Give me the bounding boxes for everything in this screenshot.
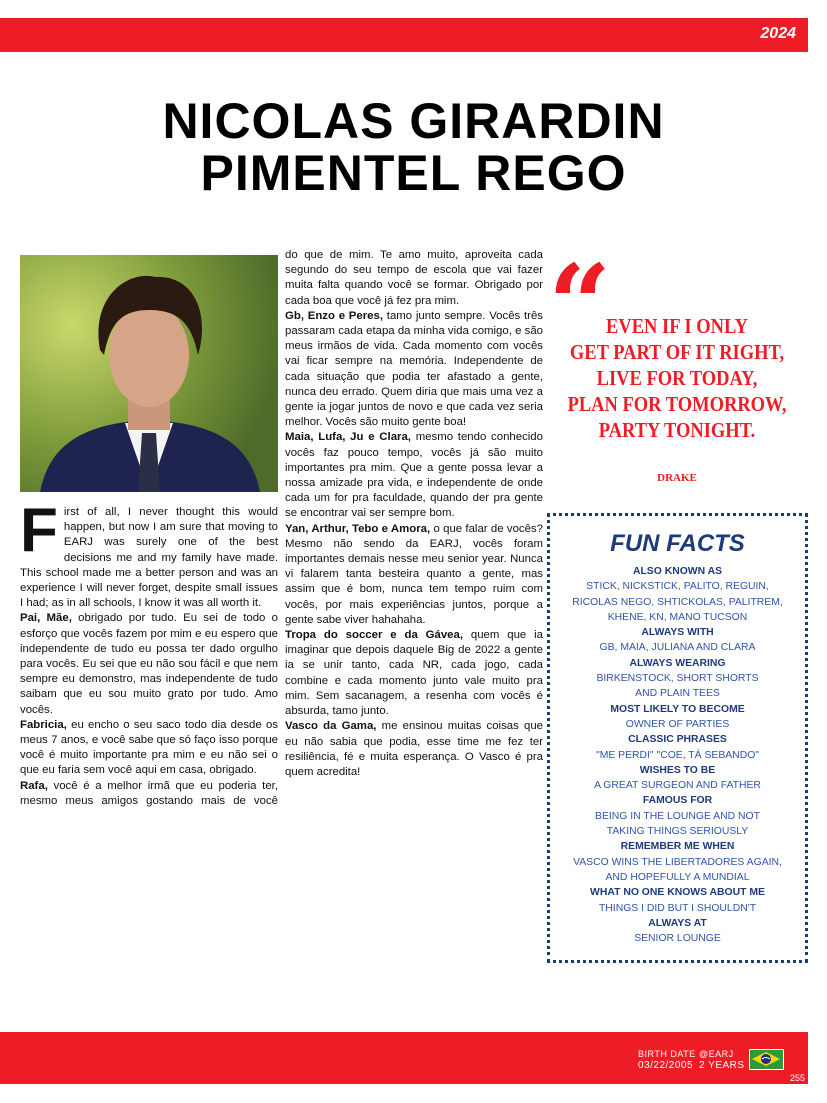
- paragraph-lead: Pai, Mãe,: [20, 612, 72, 625]
- message-column-1: [20, 496, 278, 809]
- fact-value: AND HOPEFULLY A MUNDIAL: [605, 871, 750, 883]
- fact-value: BEING IN THE LOUNGE AND NOT: [595, 810, 760, 822]
- paragraph-lead: Maia, Lufa, Ju e Clara,: [285, 431, 411, 444]
- paragraph-text: mesmo tendo conhecido vocês faz pouco tempo, vocês já são muito importantes pra mim. Que a gente possa levar a nossa amizade pra vida, e independente de onde cada um for pra faculdade, quando der pra gente se encontrar vai ser sempre bom.: [285, 431, 543, 520]
- paragraph-lead: Rafa,: [20, 779, 48, 792]
- name-line-1: NICOLAS GIRARDIN: [162, 93, 665, 149]
- fact-label: REMEMBER ME WHEN: [620, 841, 735, 853]
- footer-band: [0, 1032, 808, 1084]
- paragraph-lead: Gb, Enzo e Peres,: [285, 309, 384, 322]
- paragraph-lead: Vasco da Gama,: [285, 720, 377, 733]
- birth-date-label: BIRTH DATE: [638, 1049, 696, 1059]
- fact-value: TAKING THINGS SERIOUSLY: [606, 826, 749, 838]
- birth-date-value: 03/22/2005: [638, 1060, 694, 1071]
- paragraph-text: do que de mim. Te amo muito, aproveita cada segundo do seu tempo de escola que vai fazer muita falta quando você se formar. Obrigado por cada boa que você já fez pra mim.: [285, 249, 543, 307]
- quote-line: EVEN IF I ONLY: [606, 314, 748, 338]
- fact-label: ALWAYS WITH: [641, 627, 714, 639]
- fact-value: THINGS I DID BUT I SHOULDN'T: [598, 902, 757, 914]
- paragraph-text: você é a melhor irmã que eu poderia ter, mesmo meus amigos gostando mais de você: [20, 779, 278, 807]
- message-paragraph: [285, 719, 543, 780]
- message-paragraph: [285, 628, 543, 719]
- fact-value: RICOLAS NEGO, SHTICKOLAS, PALITREM,: [572, 596, 783, 608]
- paragraph-lead: Yan, Arthur, Tebo e Amora,: [285, 522, 431, 535]
- message-paragraph: [285, 309, 543, 431]
- fact-value: KHENE, KN, MANO TUCSON: [607, 611, 748, 623]
- fact-value: BIRKENSTOCK, SHORT SHORTS: [596, 673, 759, 685]
- message-paragraph: [20, 718, 278, 779]
- paragraph-text: eu encho o seu saco todo dia desde os meus 7 anos, e você sabe que só faço isso porque você é muito importante pra mim e eu não sei o que eu faria sem você aqui em casa, obrigado.: [20, 718, 278, 777]
- student-name: [0, 95, 827, 199]
- message-column-2: [285, 248, 543, 780]
- fact-value: GB, MAIA, JULIANA AND CLARA: [599, 642, 756, 654]
- intro-paragraph: [20, 496, 278, 611]
- name-line-2: PIMENTEL REGO: [200, 145, 627, 201]
- senior-quote: [563, 313, 790, 443]
- fun-facts-title: FUN FACTS: [610, 530, 745, 557]
- earj-years: [699, 1049, 745, 1071]
- message-paragraph: [285, 522, 543, 628]
- year: 2024: [760, 25, 796, 42]
- quote-mark-icon: “: [548, 240, 612, 369]
- header-band: [0, 18, 808, 52]
- paragraph-text: quem que ia imaginar que depois daquele Big de 2022 a gente ia se unir tanto, cada NR, cada jogo, cada combine e cada momento junto vale muito pra mim. Sem sacanagem, a resenha com vocês é absurda, tamo junto.: [285, 629, 543, 718]
- quote-line: PARTY TONIGHT.: [598, 418, 756, 442]
- fact-label: WISHES TO BE: [639, 764, 716, 776]
- quote-line: LIVE FOR TODAY,: [596, 366, 758, 390]
- quote-line: PLAN FOR TOMORROW,: [567, 392, 787, 416]
- page-number: 255: [790, 1073, 806, 1083]
- paragraph-text: tamo junto sempre. Vocês três passaram cada etapa da minha vida comigo, e são meus irmãos de vida. Cada momento com vocês vai ficar sempre na memória. Independente de cada situação que podia ter afastado a gente, nunca deu errado. Quem diria que mais uma vez a gente ia jogar juntos de novo e que cada vez seria melhor. Vocês são muito gente boa!: [285, 309, 543, 429]
- earj-label: @EARJ: [699, 1049, 734, 1059]
- paragraph-text: me ensinou muitas coisas que eu não sabia que podia, esse time me fez ter resiliência, fé e muita esperança. O Vasco é pra quem acredita!: [285, 720, 543, 778]
- fact-value: OWNER OF PARTIES: [625, 718, 730, 730]
- fact-value: A GREAT SURGEON AND FATHER: [594, 780, 761, 792]
- brazil-flag-icon: [749, 1049, 784, 1070]
- earj-value: 2 YEARS: [699, 1060, 745, 1071]
- paragraph-text: obrigado por tudo. Eu sei de todo o esforço que vocês fazem por mim e eu espero que independente de tudo eu possa ter dado orgulho para vocês. Eu sei que eu não sou fácil e que nem sempre eu demonstro, mas independente de tudo saibam que eu sou muito grato por tudo. Amo vocês.: [20, 612, 278, 716]
- quote-line: GET PART OF IT RIGHT,: [569, 340, 785, 364]
- fun-facts-list: [550, 564, 805, 946]
- fact-value: "ME PERDI" "COE, TÁ SEBANDO": [596, 749, 759, 761]
- fact-value: VASCO WINS THE LIBERTADORES AGAIN,: [573, 856, 782, 868]
- intro-text: irst of all, I never thought this would happen, but now I am sure that moving to EARJ was surely one of the best decisions me and my family have made. This school made me a better person and was an experience I will never forget, despite small issues I had; as in all schools, I know it was all worth it.: [20, 506, 278, 610]
- paragraph-lead: Tropa do soccer e da Gávea,: [285, 629, 464, 642]
- paragraph-lead: Fabricia,: [20, 718, 67, 731]
- message-paragraph: [20, 611, 278, 717]
- fact-value: AND PLAIN TEES: [635, 688, 720, 700]
- quote-author: DRAKE: [657, 472, 697, 484]
- fact-value: SENIOR LOUNGE: [634, 933, 721, 945]
- fact-label: FAMOUS FOR: [642, 795, 713, 807]
- fun-facts-box: [547, 513, 808, 963]
- birth-date: [638, 1049, 696, 1071]
- message-paragraph: [285, 248, 543, 309]
- fact-label: WHAT NO ONE KNOWS ABOUT ME: [590, 887, 765, 899]
- student-photo: [20, 255, 278, 492]
- fact-label: CLASSIC PHRASES: [628, 734, 727, 746]
- fact-label: ALWAYS AT: [648, 917, 707, 929]
- fact-label: ALSO KNOWN AS: [632, 566, 723, 577]
- drop-cap: F: [20, 496, 58, 565]
- paragraph-text: o que falar de vocês? Mesmo não sendo da EARJ, vocês foram importantes demais nesse meu senior year. Nunca vi falarem tanta besteira quanto a gente, mas assim que é bom, nunca tem tempo ruim com vocês, por mais experiências juntos, porque a gente sabe viver hahahaha.: [285, 522, 543, 626]
- message-paragraph: [20, 779, 278, 809]
- fact-label: ALWAYS WEARING: [629, 657, 726, 669]
- fact-value: STICK, NICKSTICK, PALITO, REGUIN,: [586, 581, 769, 593]
- fact-label: MOST LIKELY TO BECOME: [610, 703, 745, 715]
- message-paragraph: [285, 430, 543, 521]
